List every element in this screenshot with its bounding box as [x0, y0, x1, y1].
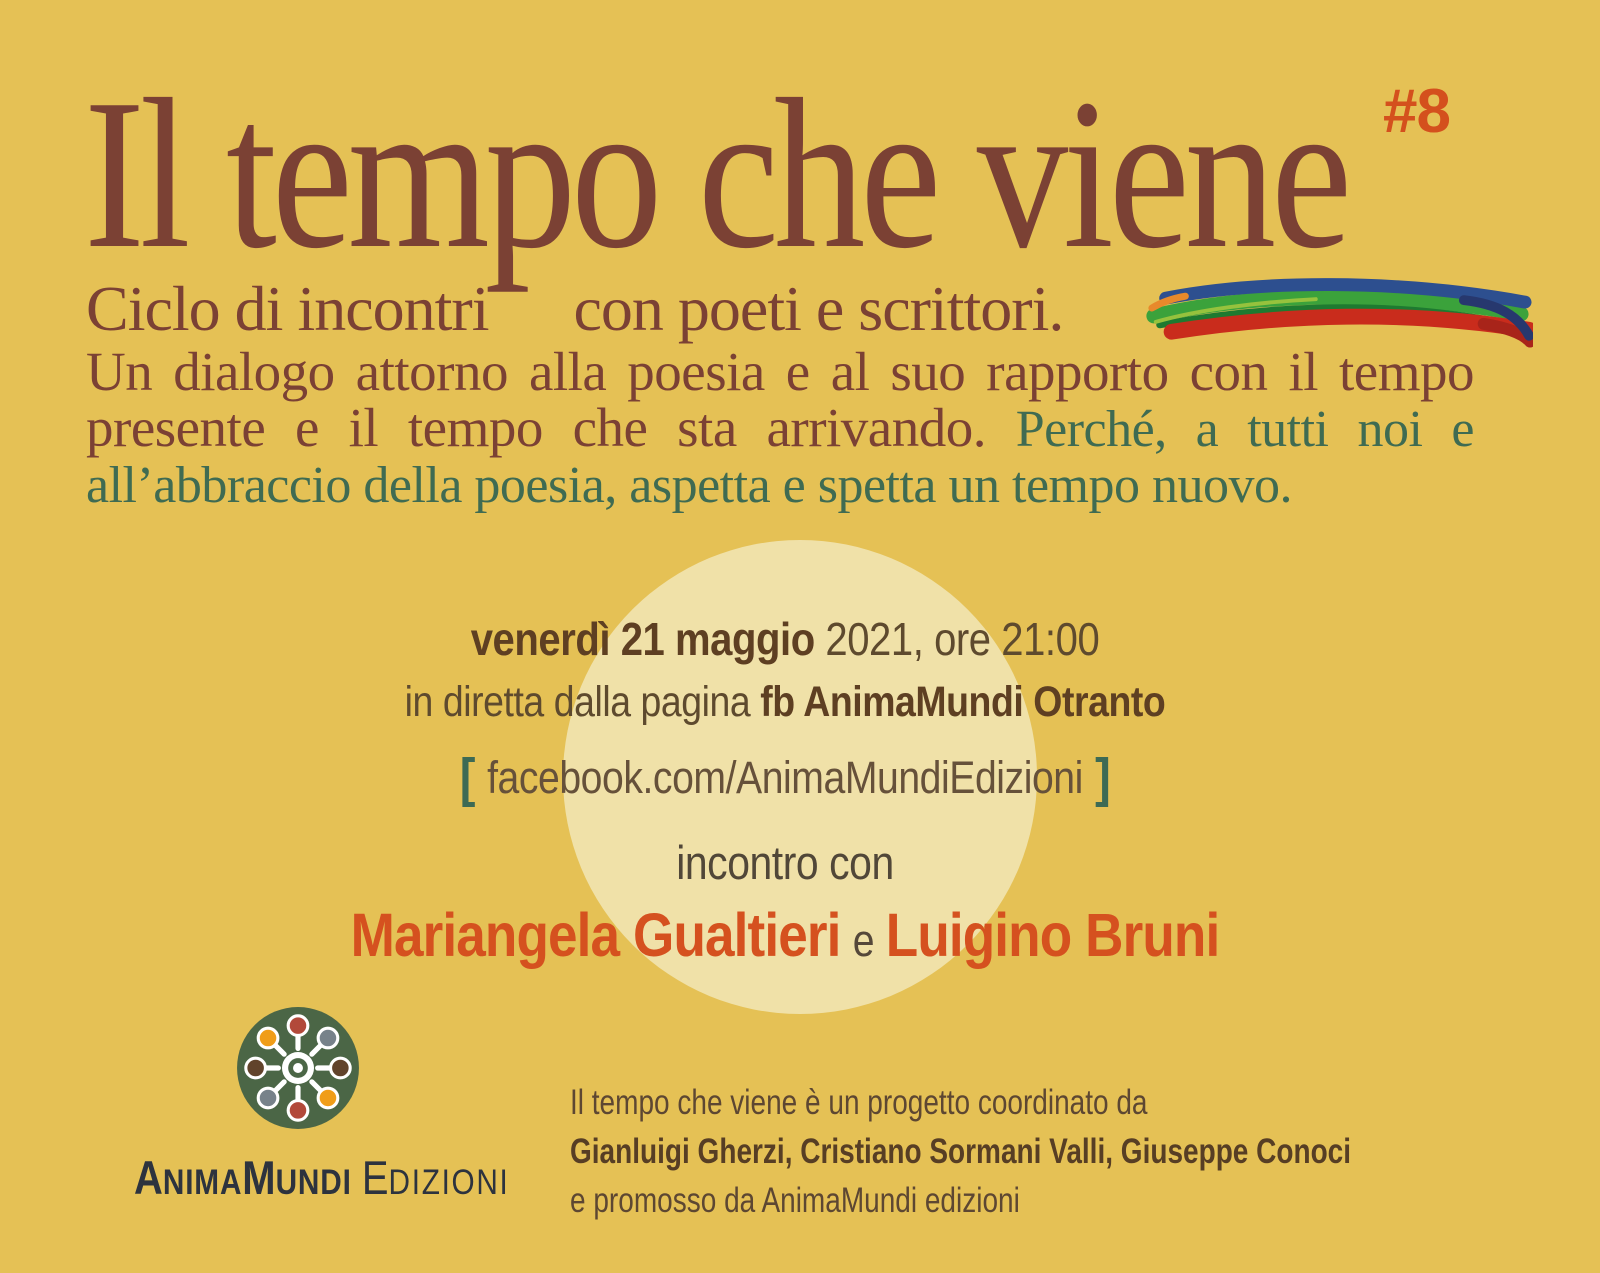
animamundi-logo-icon: [236, 1006, 360, 1130]
intro-green-text: Perché, a tutti noi e all’abbraccio della poesia, aspetta e spetta un tempo nuovo.: [86, 401, 1474, 515]
guest-name-2: Luigino Bruni: [885, 901, 1220, 969]
wordmark-nima: NIMA: [162, 1163, 243, 1202]
credits-line3: e promosso da AnimaMundi edizioni: [570, 1181, 1020, 1220]
intro-paragraph: [86, 341, 1474, 515]
event-block: [102, 612, 1468, 970]
logo-center-dot: [293, 1063, 303, 1073]
wordmark-e: E: [361, 1151, 389, 1204]
facebook-url: facebook.com/AnimaMundiEdizioni: [487, 752, 1083, 803]
poster-title: Il tempo che viene: [84, 54, 1348, 293]
subtitle-left: Ciclo di incontri: [86, 273, 489, 344]
event-live-line: [102, 678, 1468, 727]
event-date-bold: venerdì 21 maggio: [470, 613, 815, 665]
event-date-rest: 2021, ore 21:00: [825, 613, 1100, 665]
wordmark-dizioni: DIZIONI: [388, 1163, 510, 1202]
logo-wordmark: [134, 1150, 510, 1205]
live-page-name: fb AnimaMundi Otranto: [760, 678, 1166, 726]
bracket-open: [: [459, 748, 475, 808]
event-date: [102, 612, 1468, 666]
issue-number: #8: [1383, 77, 1450, 146]
subtitle-right: con poeti e scrittori.: [573, 273, 1064, 344]
wordmark-undi: UNDI: [275, 1163, 352, 1202]
conjunction: e: [852, 915, 874, 966]
credits-names: Gianluigi Gherzi, Cristiano Sormani Valli, Giuseppe Conoci: [570, 1132, 1352, 1171]
live-prefix: in diretta dalla pagina: [404, 678, 751, 726]
guest-name-1: Mariangela Gualtieri: [350, 901, 841, 969]
credits-block: [570, 1078, 1351, 1225]
facebook-line: [102, 747, 1468, 809]
intro-maroon-text: Un dialogo attorno alla poesia e al suo rapporto con il tempo presente e il tempo che sta arrivando.: [86, 341, 1474, 459]
brush-stripe-red: [1172, 317, 1529, 332]
subtitle: [86, 272, 1063, 346]
meeting-label: incontro con: [676, 836, 894, 889]
wordmark-a: A: [134, 1151, 163, 1204]
bracket-close: ]: [1095, 748, 1111, 808]
guest-names-line: [102, 900, 1468, 970]
credits-line1: Il tempo che viene è un progetto coordinato da: [570, 1083, 1148, 1122]
brush-stroke-graphic: [1138, 272, 1533, 352]
wordmark-m: M: [242, 1151, 276, 1204]
